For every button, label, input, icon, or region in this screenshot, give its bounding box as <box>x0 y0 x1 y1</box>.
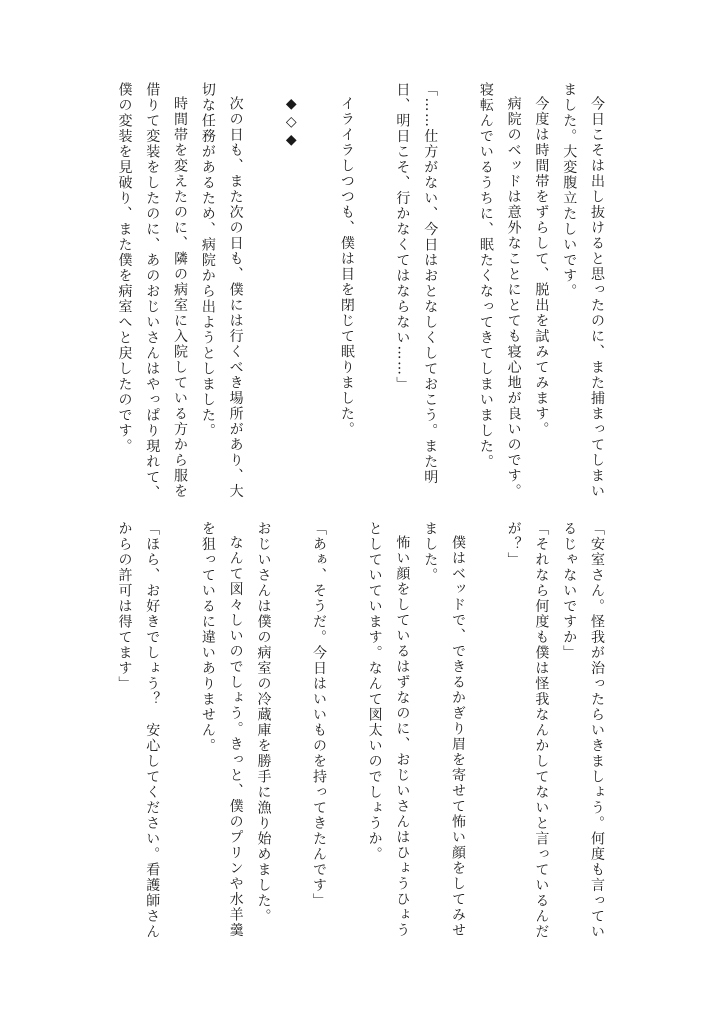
paragraph: おじいさんは僕の病室の冷蔵庫を勝手に漁り始めました。 <box>255 521 272 924</box>
paragraph: 「ほら、お好きでしょう？ 安心してください。看護師さんからの許可は得てます」 <box>116 521 161 940</box>
paragraph: 「……仕方がない、今日はおとなしくしておこう。また明日、明日こそ、行かなくてはならない……」 <box>394 82 439 485</box>
paragraph: 今日こそは出し抜けると思ったのに、また捕まってしまいました。大変腹立たしいです。 <box>561 82 605 499</box>
paragraph: 時間帯を変えたのに、隣の病室に入院している方から服を借りて変装をしたのに、あのおじいさんはやっぱり現れて、僕の変装を見破り、また僕を病室へと戻したのです。 <box>116 82 189 501</box>
paragraph: 今度は時間帯をずらして、脱出を試みてみます。 <box>533 96 550 437</box>
upper-text-block <box>110 82 610 502</box>
paragraph: 「あぁ、そうだ。今日はいいものを持ってきたんです」 <box>311 521 328 909</box>
lower-text-block <box>110 521 610 941</box>
paragraph: 「安室さん。怪我が治ったらいきましょう。何度も言っているじゃないですか」 <box>561 521 605 940</box>
paragraph: 怖い顔をしているはずなのに、おじいさんはひょうひょうとしていています。なんて図太いのでしょうか。 <box>366 521 411 938</box>
paragraph: なんて図々しいのでしょう。きっと、僕のプリンや水羊羹を狙っているに違いありません。 <box>199 521 244 938</box>
paragraph: 「それなら何度も僕は怪我なんかしてないと言っているんだが？」 <box>505 521 550 940</box>
paragraph: 病院のベッドは意外なことにとても寝心地が良いのです。寝転んでいるうちに、眠たくなってきてしまいました。 <box>477 82 522 499</box>
section-break-ornament: ◆◇◆ <box>283 96 300 150</box>
paragraph: 次の日も、また次の日も、僕には行くべき場所があり、大切な任務があるため、病院から出ようとしました。 <box>199 82 244 499</box>
paragraph: 僕はベッドで、できるかぎり眉を寄せて怖い顔をしてみせました。 <box>422 521 467 938</box>
paragraph: イライラしつつも、僕は目を閉じて眠りました。 <box>338 96 355 437</box>
